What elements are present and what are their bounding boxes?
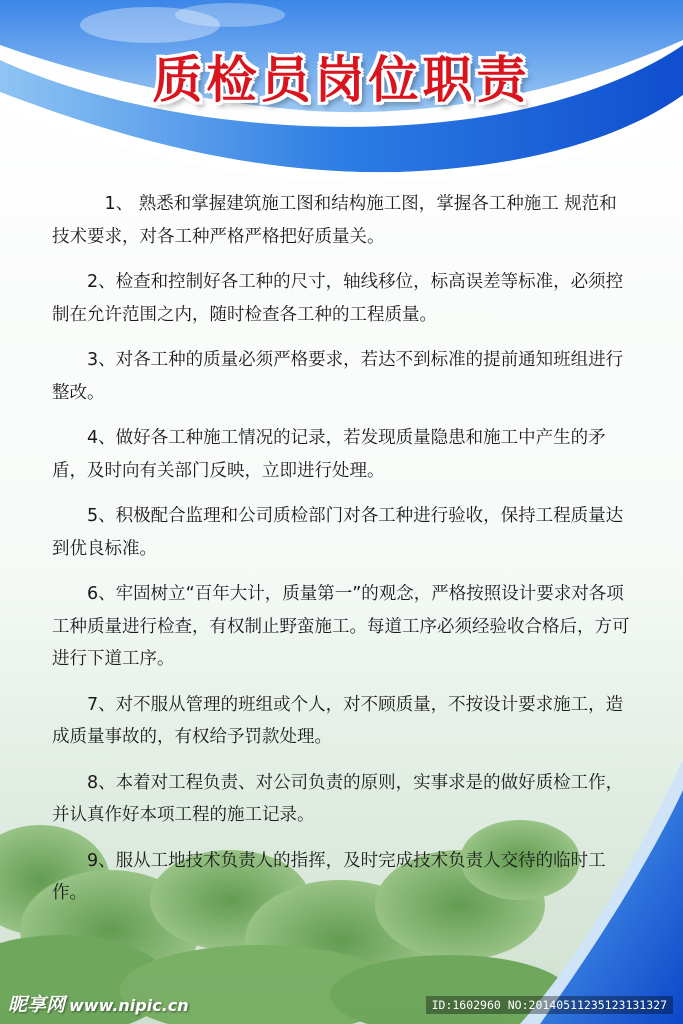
duty-item-8: 8、本着对工程负责、对公司负责的原则，实事求是的做好质检工作，并认真作好本项工程的施工记录。 — [52, 772, 624, 825]
duty-item-6: 6、牢固树立“百年大计，质量第一”的观念，严格按照设计要求对各项工种质量进行检查，有权制止野蛮施工。每道工序必须经验收合格后，方可进行下道工序。 — [52, 584, 630, 669]
watermark — [8, 990, 189, 1017]
duty-item-9: 9、服从工地技术负责人的指挥，及时完成技术负责人交待的临时工作。 — [52, 850, 606, 903]
duty-item-2: 2、检查和控制好各工种的尺寸，轴线移位，标高误差等标准，必须控制在允许范围之内，随时检查各工种的工程质量。 — [52, 272, 624, 325]
duty-item-1: 1、 熟悉和掌握建筑施工图和结构施工图，掌握各工种施工 规范和技术要求，对各工种严格严格把好质量关。 — [52, 194, 617, 247]
duty-item-5: 5、积极配合监理和公司质检部门对各工种进行验收，保持工程质量达到优良标准。 — [52, 506, 624, 559]
duty-item-3: 3、对各工种的质量必须严格要求，若达不到标准的提前通知班组进行整改。 — [52, 350, 624, 403]
watermark-url: www.nipic.cn — [69, 996, 189, 1015]
poster-title: 质检员岗位职责 — [152, 51, 531, 109]
duties-list — [52, 188, 632, 923]
duty-item-4: 4、做好各工种施工情况的记录，若发现质量隐患和施工中产生的矛盾，及时向有关部门反映，立即进行处理。 — [52, 428, 606, 481]
duty-item-7: 7、对不服从管理的班组或个人，对不顾质量，不按设计要求施工，造成质量事故的，有权给予罚款处理。 — [52, 694, 624, 747]
image-id-label: ID:1602960 NO:20140511235123131327 — [426, 996, 673, 1014]
watermark-brand: 昵享网 — [8, 994, 66, 1016]
